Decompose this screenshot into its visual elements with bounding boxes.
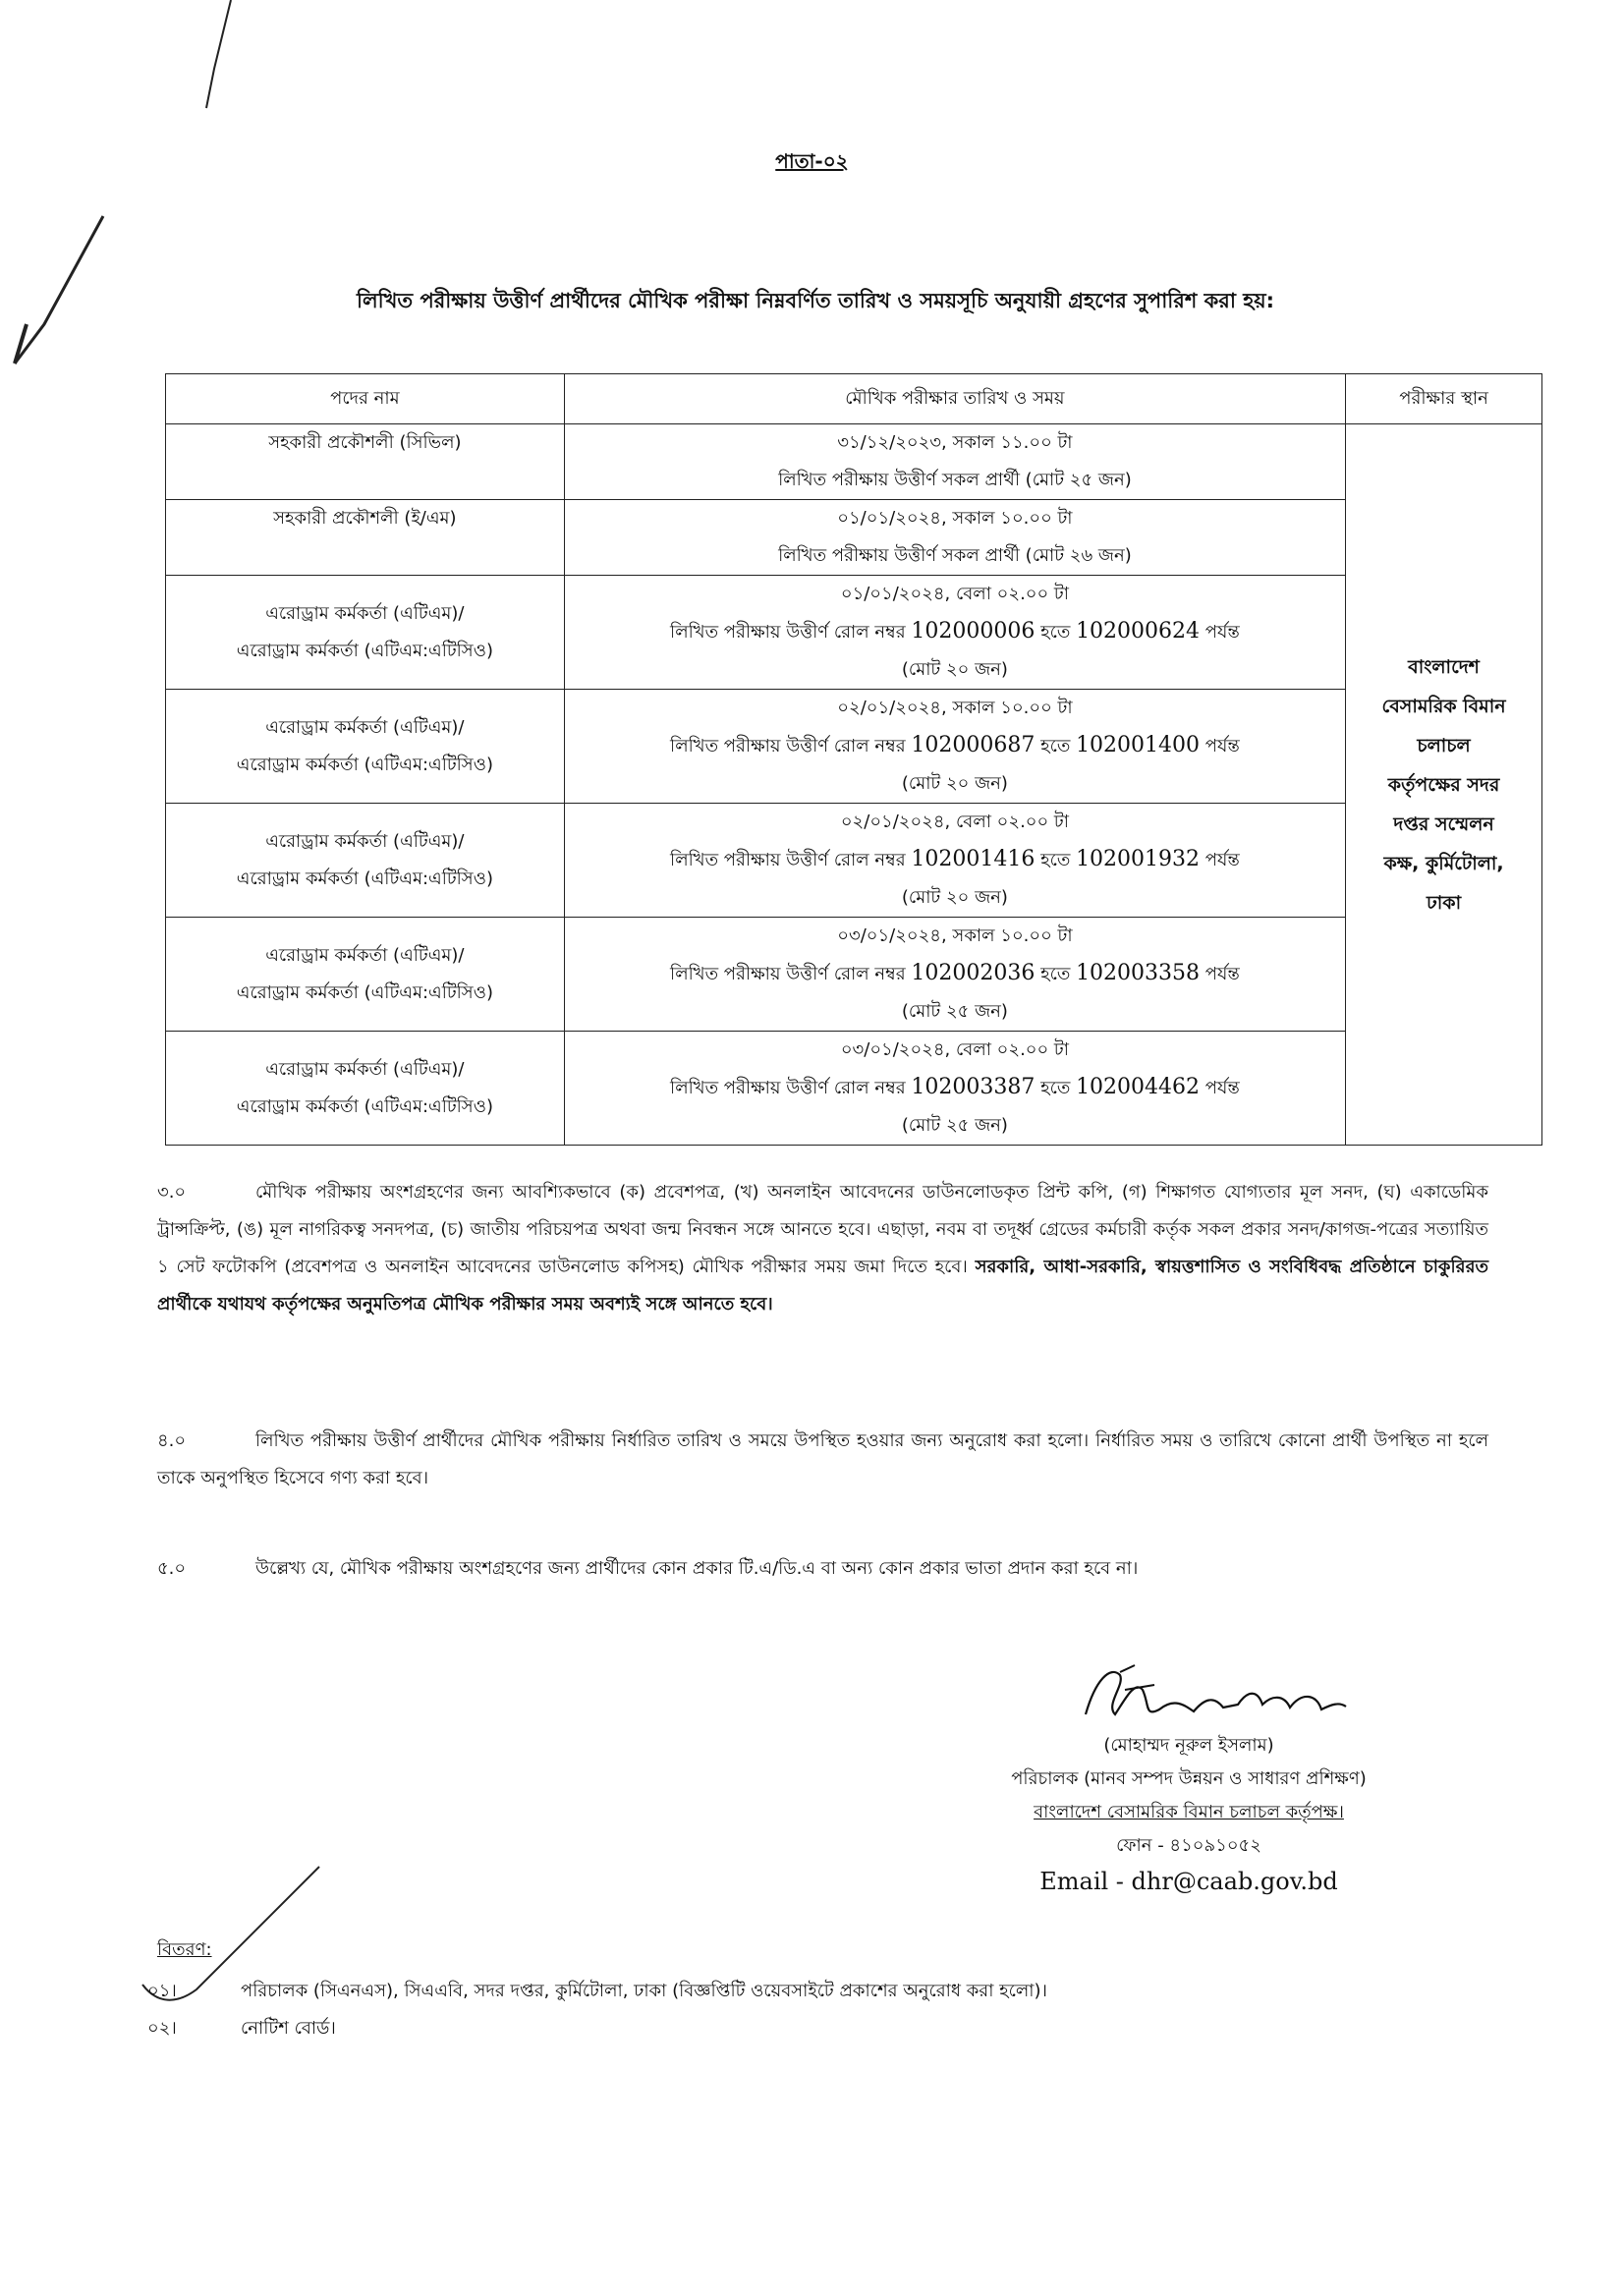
- pen-mark-checkmark: [5, 206, 113, 373]
- interview-date: ০৩/০১/২০২৪, সকাল ১০.০০ টা: [837, 925, 1073, 946]
- interview-date: ০২/০১/২০২৪, সকাল ১০.০০ টা: [837, 698, 1073, 718]
- signatory-phone: ফোন - ৪১০৯১০৫২: [1116, 1835, 1261, 1856]
- paragraph-number: ৫.০: [157, 1558, 187, 1579]
- signatory-name: (মোহাম্মদ নূরুল ইসলাম): [1103, 1735, 1274, 1756]
- candidate-total: (মোট ২৫ জন): [901, 1001, 1008, 1022]
- venue-cell: বাংলাদেশ বেসামরিক বিমান চলাচল কর্তৃপক্ষের সদর দপ্তর সম্মেলন কক্ষ, কুর্মিটোলা, ঢাকা: [1346, 424, 1542, 1146]
- signature-block: [884, 1660, 1493, 1900]
- signatory-organization: বাংলাদেশ বেসামরিক বিমান চলাচল কর্তৃপক্ষ।: [1034, 1802, 1344, 1822]
- post-cell: এরোড্রাম কর্মকর্তা (এটিএম)/ এরোড্রাম কর্মকর্তা (এটিএম:এটিসিও): [166, 918, 565, 1032]
- interview-date: ০১/০১/২০২৪, বেলা ০২.০০ টা: [840, 584, 1069, 604]
- roll-to: 102001932: [1076, 847, 1201, 871]
- roll-to: 102004462: [1076, 1075, 1201, 1099]
- roll-to: 102000624: [1076, 619, 1201, 644]
- handwritten-signature: [1027, 1660, 1351, 1729]
- post-cell: সহকারী প্রকৌশলী (ই/এম): [166, 500, 565, 576]
- header-venue: পরীক্ষার স্থান: [1346, 374, 1542, 424]
- page-number: পাতা-০২: [775, 149, 849, 173]
- interview-schedule-table: [165, 373, 1542, 1146]
- post-cell: এরোড্রাম কর্মকর্তা (এটিএম)/ এরোড্রাম কর্মকর্তা (এটিএম:এটিসিও): [166, 804, 565, 918]
- paragraph-3: [157, 1174, 1488, 1323]
- list-item: ০১। পরিচালক (সিএনএস), সিএএবি, সদর দপ্তর, কুর্মিটোলা, ঢাকা (বিজ্ঞপ্তিটি ওয়েবসাইটে প্রকাশের অনুরোধ করা হলো)।: [147, 1981, 1047, 2001]
- paragraph-number: ৩.০: [157, 1182, 187, 1203]
- roll-from: 102001416: [911, 847, 1036, 871]
- date-cell: ০৩/০১/২০২৪, বেলা ০২.০০ টা লিখিত পরীক্ষায় উত্তীর্ণ রোল নম্বর 102003387 হতে 102004462 পর্যন্ত (মোট ২৫ জন): [564, 1032, 1345, 1146]
- distribution-list: [147, 1973, 1047, 2047]
- signatory-email: Email - dhr@caab.gov.bd: [1039, 1868, 1338, 1895]
- table-row: [166, 500, 1542, 576]
- post-cell: সহকারী প্রকৌশলী (সিভিল): [166, 424, 565, 500]
- interview-date: ৩১/১২/২০২৩, সকাল ১১.০০ টা: [837, 432, 1073, 453]
- distribution-title: বিতরণ:: [157, 1939, 212, 1960]
- date-cell: ০২/০১/২০২৪, সকাল ১০.০০ টা লিখিত পরীক্ষায় উত্তীর্ণ রোল নম্বর 102000687 হতে 102001400 পর্যন্ত (মোট ২০ জন): [564, 690, 1345, 804]
- interview-date: ০১/০১/২০২৪, সকাল ১০.০০ টা: [837, 508, 1073, 529]
- candidate-total: (মোট ২৫ জন): [901, 1115, 1008, 1136]
- header-date-time: মৌখিক পরীক্ষার তারিখ ও সময়: [564, 374, 1345, 424]
- roll-from: 102000687: [911, 733, 1036, 757]
- interview-detail: লিখিত পরীক্ষায় উত্তীর্ণ সকল প্রার্থী (মোট ২৫ জন): [778, 470, 1132, 490]
- paragraph-4: [157, 1423, 1488, 1497]
- date-cell: [564, 424, 1345, 500]
- date-cell: [564, 500, 1345, 576]
- candidate-total: (মোট ২০ জন): [901, 659, 1008, 680]
- interview-date: ০৩/০১/২০২৪, বেলা ০২.০০ টা: [840, 1039, 1069, 1060]
- interview-detail: লিখিত পরীক্ষায় উত্তীর্ণ সকল প্রার্থী (মোট ২৬ জন): [778, 545, 1132, 566]
- list-item: ০২। নোটিশ বোর্ড।: [147, 2018, 336, 2039]
- date-cell: ০৩/০১/২০২৪, সকাল ১০.০০ টা লিখিত পরীক্ষায় উত্তীর্ণ রোল নম্বর 102002036 হতে 102003358 পর্যন্ত (মোট ২৫ জন): [564, 918, 1345, 1032]
- interview-date: ০২/০১/২০২৪, বেলা ০২.০০ টা: [840, 812, 1069, 832]
- header-post: পদের নাম: [166, 374, 565, 424]
- table-row: [166, 690, 1542, 804]
- candidate-total: (মোট ২০ জন): [901, 887, 1008, 908]
- roll-to: 102001400: [1076, 733, 1201, 757]
- roll-from: 102000006: [911, 619, 1036, 644]
- post-cell: এরোড্রাম কর্মকর্তা (এটিএম)/ এরোড্রাম কর্মকর্তা (এটিএম:এটিসিও): [166, 690, 565, 804]
- paragraph-text: মৌখিক পরীক্ষায় অংশগ্রহণের জন্য আবশ্যিকভাবে (ক) প্রবেশপত্র, (খ) অনলাইন আবেদনের ডাউনলোডকৃত প্রিন্ট কপি, (গ) শিক্ষাগত যোগ্যতার মূল সনদ, (ঘ) একাডেমিক ট্রান্সক্রিপ্ট, (ঙ) মূল নাগরিকত্ব সনদপত্র, (চ) জাতীয় পরিচয়পত্র অথবা জন্ম নিবন্ধন সঙ্গে আনতে হবে। এছাড়া, নবম বা তদূর্ধ্ব গ্রেডের কর্মচারী কর্তৃক সকল প্রকার সনদ/কাগজ-পত্রের সত্যায়িত ১ সেট ফটোকপি (প্রবেশপত্র ও অনলাইন আবেদনের ডাউনলোড কপিসহ) মৌখিক পরীক্ষার সময় জমা দিতে হবে।: [157, 1182, 1488, 1277]
- date-cell: ০১/০১/২০২৪, বেলা ০২.০০ টা লিখিত পরীক্ষায় উত্তীর্ণ রোল নম্বর 102000006 হতে 102000624 পর্যন্ত (মোট ২০ জন): [564, 576, 1345, 690]
- table-row: [166, 424, 1542, 500]
- roll-to: 102003358: [1076, 961, 1201, 985]
- post-cell: এরোড্রাম কর্মকর্তা (এটিএম)/ এরোড্রাম কর্মকর্তা (এটিএম:এটিসিও): [166, 576, 565, 690]
- paragraph-bold-text: সরকারি, আধা-সরকারি, স্বায়ত্তশাসিত ও সংবিধিবদ্ধ প্রতিষ্ঠানে চাকুরিরত প্রার্থীকে যথাযথ কর্তৃপক্ষের অনুমতিপত্র মৌখিক পরীক্ষার সময় অবশ্যই সঙ্গে আনতে হবে।: [157, 1257, 1488, 1315]
- table-row: [166, 918, 1542, 1032]
- table-row: [166, 576, 1542, 690]
- paragraph-5: [157, 1550, 1488, 1588]
- table-row: [166, 804, 1542, 918]
- paragraph-number: ৪.০: [157, 1430, 187, 1451]
- roll-from: 102002036: [911, 961, 1036, 985]
- table-header-row: [166, 374, 1542, 424]
- pen-mark-top: [177, 0, 236, 118]
- table-row: [166, 1032, 1542, 1146]
- roll-from: 102003387: [911, 1075, 1036, 1099]
- paragraph-text: লিখিত পরীক্ষায় উত্তীর্ণ প্রার্থীদের মৌখিক পরীক্ষায় নির্ধারিত তারিখ ও সময়ে উপস্থিত হওয়ার জন্য অনুরোধ করা হলো। নির্ধারিত সময় ও তারিখে কোনো প্রার্থী উপস্থিত না হলে তাকে অনুপস্থিত হিসেবে গণ্য করা হবে।: [157, 1430, 1488, 1488]
- schedule-heading: লিখিত পরীক্ষায় উত্তীর্ণ প্রার্থীদের মৌখিক পরীক্ষা নিম্নবর্ণিত তারিখ ও সময়সূচি অনুযায়ী গ্রহণের সুপারিশ করা হয়:: [356, 289, 1275, 312]
- paragraph-text: উল্লেখ্য যে, মৌখিক পরীক্ষায় অংশগ্রহণের জন্য প্রার্থীদের কোন প্রকার টি.এ/ডি.এ বা অন্য কোন প্রকার ভাতা প্রদান করা হবে না।: [255, 1558, 1139, 1579]
- date-cell: ০২/০১/২০২৪, বেলা ০২.০০ টা লিখিত পরীক্ষায় উত্তীর্ণ রোল নম্বর 102001416 হতে 102001932 পর্যন্ত (মোট ২০ জন): [564, 804, 1345, 918]
- candidate-total: (মোট ২০ জন): [901, 773, 1008, 794]
- signatory-designation: পরিচালক (মানব সম্পদ উন্নয়ন ও সাধারণ প্রশিক্ষণ): [1011, 1768, 1367, 1789]
- post-cell: এরোড্রাম কর্মকর্তা (এটিএম)/ এরোড্রাম কর্মকর্তা (এটিএম:এটিসিও): [166, 1032, 565, 1146]
